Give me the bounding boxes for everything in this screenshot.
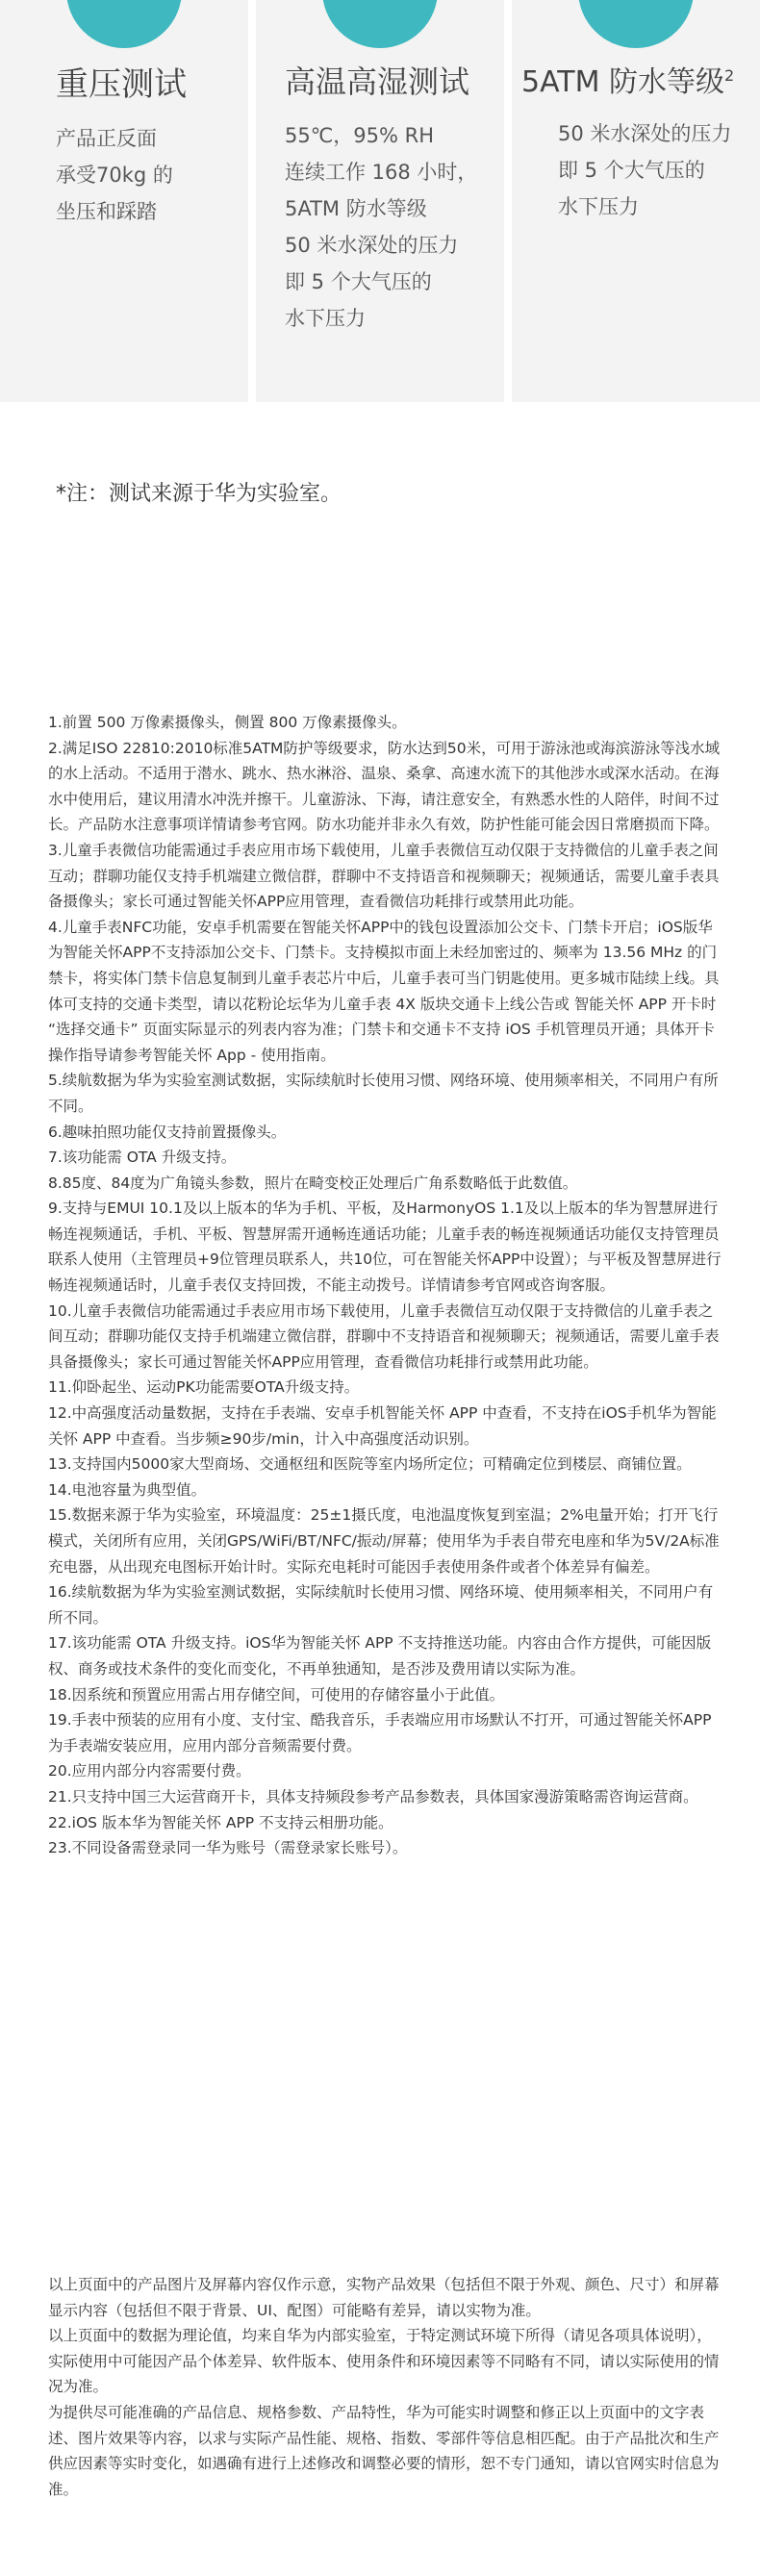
card-desc-line: 5ATM 防水等级 <box>285 197 427 220</box>
footnote-item: 3.儿童手表微信功能需通过手表应用市场下载使用，儿童手表微信互动仅限于支持微信的儿童手表之间互动；群聊功能仅支持手机端建立微信群，群聊中不支持语音和视频聊天；视频通话，需要儿童手表具备摄像头；家长可通过智能关怀APP应用管理，查看微信功耗排行或禁用此功能。 <box>48 841 720 911</box>
disclaimer-paragraph: 以上页面中的数据为理论值，均来自华为内部实验室，于特定测试环境下所得（请见各项具体说明），实际使用中可能因产品个体差异、软件版本、使用条件和环境因素等不同略有不同，请以实际使用的情况为准。 <box>48 2327 720 2396</box>
card-desc-line: 产品正反面 <box>56 127 157 150</box>
card-description <box>0 120 248 230</box>
footnote-item: 2.满足ISO 22810:2010标准5ATM防护等级要求，防水达到50米，可用于游泳池或海滨游泳等浅水域的水上活动。不适用于潜水、跳水、热水淋浴、温泉、桑拿、高速水流下的其他涉水或深水活动。在海水中使用后，建议用清水冲洗并擦干。儿童游泳、下海，请注意安全，有熟悉水性的人陪伴，时间不过长。产品防水注意事项详情请参考官网。防水功能并非永久有效，防护性能可能会因日常磨损而下降。 <box>48 739 721 834</box>
footnote-item: 23.不同设备需登录同一华为账号（需登录家长账号）。 <box>48 1839 408 1857</box>
footnote-item: 9.支持与EMUI 10.1及以上版本的华为手机、平板，及HarmonyOS 1.1及以上版本的华为智慧屏进行畅连视频通话，手机、平板、智慧屏需开通畅连通话功能；儿童手表的畅连视频通话功能仅支持管理员联系人使用（主管理员+9位管理员联系人，共10位，可在智能关怀APP中设置）；与平板及智慧屏进行畅连视频通话时，儿童手表仅支持回拨，不能主动拨号。详情请参考官网或咨询客服。 <box>48 1200 722 1295</box>
footnote-item: 14.电池容量为典型值。 <box>48 1480 207 1499</box>
footnote-item: 7.该功能需 OTA 升级支持。 <box>48 1149 237 1167</box>
card-title-text: 5ATM 防水等级 <box>521 65 725 99</box>
card-badge-circle <box>322 0 438 48</box>
footnote-item: 6.趣味拍照功能仅支持前置摄像头。 <box>48 1123 287 1141</box>
card-desc-line: 承受70kg 的 <box>56 164 173 187</box>
card-badge-circle <box>578 0 694 48</box>
footnote-item: 11.仰卧起坐、运动PK功能需要OTA升级支持。 <box>48 1378 360 1397</box>
footnote-item: 17.该功能需 OTA 升级支持。iOS华为智能关怀 APP 不支持推送功能。内容由合作方提供，可能因版权、商务或技术条件的变化而变化，不再单独通知，是否涉及费用请以实际为准。 <box>48 1634 712 1678</box>
footnote-item: 8.85度、84度为广角镜头参数，照片在畸变校正处理后广角系数略低于此数值。 <box>48 1174 578 1192</box>
footnote-item: 5.续航数据为华为实验室测试数据，实际续航时长使用习惯、网络环境、使用频率相关，不同用户有所不同。 <box>48 1072 719 1115</box>
card-pressure-test <box>0 0 248 402</box>
feature-cards <box>0 0 760 402</box>
card-title <box>512 58 760 100</box>
disclaimer-paragraph: 为提供尽可能准确的产品信息、规格参数、产品特性，华为可能实时调整和修正以上页面中的文字表述、图片效果等内容，以求与实际产品性能、规格、指数、零部件等信息相匹配。由于产品批次和生产供应因素等实时变化，如遇确有进行上述修改和调整必要的情形，恕不专门通知，请以官网实时信息为准。 <box>48 2403 720 2498</box>
footnote-item: 20.应用内部分内容需要付费。 <box>48 1762 251 1780</box>
footnote-item: 10.儿童手表微信功能需通过手表应用市场下载使用，儿童手表微信互动仅限于支持微信的儿童手表之间互动；群聊功能仅支持手机端建立微信群，群聊中不支持语音和视频聊天；视频通话，需要儿童手表具备摄像头；家长可通过智能关怀APP应用管理，查看微信功耗排行或禁用此功能。 <box>48 1301 720 1371</box>
card-title: 高温高湿测试 <box>285 63 470 100</box>
card-desc-line: 50 米水深处的压力 <box>558 122 732 145</box>
footnote-item: 19.手表中预装的应用有小度、支付宝、酷我音乐，手表端应用市场默认不打开，可通过智能关怀APP为手表端安装应用，应用内部分音频需要付费。 <box>48 1711 712 1755</box>
card-desc-line: 坐压和踩踏 <box>56 200 157 223</box>
card-desc-line: 水下压力 <box>285 307 366 330</box>
footnote-item: 18.因系统和预置应用需占用存储空间，可使用的存储容量小于此值。 <box>48 1685 505 1704</box>
card-badge-circle <box>66 0 182 48</box>
card-desc-line: 即 5 个大气压的 <box>285 270 432 293</box>
card-description <box>256 117 504 337</box>
card-desc-line: 50 米水深处的压力 <box>285 234 459 257</box>
footnote-item: 21.只支持中国三大运营商开卡，具体支持频段参考产品参数表，具体国家漫游策略需咨询运营商。 <box>48 1787 698 1806</box>
test-source-note: *注：测试来源于华为实验室。 <box>56 482 342 506</box>
card-waterproof-rating <box>512 0 760 402</box>
card-title: 重压测试 <box>56 65 187 104</box>
card-description <box>512 115 760 225</box>
card-desc-line: 55℃，95% RH <box>285 124 435 147</box>
footnotes-list <box>48 710 722 1861</box>
footnote-item: 4.儿童手表NFC功能，安卓手机需要在智能关怀APP中的钱包设置添加公交卡、门禁卡开启；iOS版华为智能关怀APP不支持添加公交卡、门禁卡。支持模拟市面上未经加密过的、频率为 13.56 MHz 的门禁卡，将实体门禁卡信息复制到儿童手表芯片中后，儿童手表可当门钥匙使用。更多城市陆续上线。具体可支持的交通卡类型，请以花粉论坛华为儿童手表 4X 版块交通卡上线公告或 智能关怀 APP 开卡时 “选择交通卡” 页面实际显示的列表内容为准；门禁卡和交通卡不支持 iOS 手机管理员开通；具体开卡操作指导请参考智能关怀 App - 使用指南。 <box>48 918 720 1064</box>
card-heat-humidity-test <box>256 0 504 402</box>
footnote-item: 13.支持国内5000家大型商场、交通枢纽和医院等室内场所定位；可精确定位到楼层、商铺位置。 <box>48 1455 692 1474</box>
footnote-item: 22.iOS 版本华为智能关怀 APP 不支持云相册功能。 <box>48 1813 393 1831</box>
footnote-item: 1.前置 500 万像素摄像头，侧置 800 万像素摄像头。 <box>48 714 407 731</box>
footnote-item: 12.中高强度活动量数据，支持在手表端、安卓手机智能关怀 APP 中查看，不支持在iOS手机华为智能关怀 APP 中查看。当步频≥90步/min，计入中高强度活动识别。 <box>48 1404 717 1448</box>
footnote-ref: 2 <box>724 66 735 85</box>
card-desc-line: 即 5 个大气压的 <box>558 159 705 182</box>
card-desc-line: 连续工作 168 小时， <box>285 161 478 184</box>
disclaimer <box>48 2272 722 2502</box>
card-desc-line: 水下压力 <box>558 195 639 218</box>
disclaimer-paragraph: 以上页面中的产品图片及屏幕内容仅作示意，实物产品效果（包括但不限于外观、颜色、尺寸）和屏幕显示内容（包括但不限于背景、UI、配图）可能略有差异，请以实物为准。 <box>48 2276 720 2319</box>
footnote-item: 15.数据来源于华为实验室，环境温度：25±1摄氏度，电池温度恢复到室温；2%电量开始；打开飞行模式，关闭所有应用，关闭GPS/WiFi/BT/NFC/振动/屏幕；使用华为手表自带充电座和华为5V/2A标准充电器，从出现充电图标开始计时。实际充电耗时可能因手表使用条件或者个体差异有偏差。 <box>48 1506 720 1576</box>
footnote-item: 16.续航数据为华为实验室测试数据，实际续航时长使用习惯、网络环境、使用频率相关，不同用户有所不同。 <box>48 1583 714 1627</box>
